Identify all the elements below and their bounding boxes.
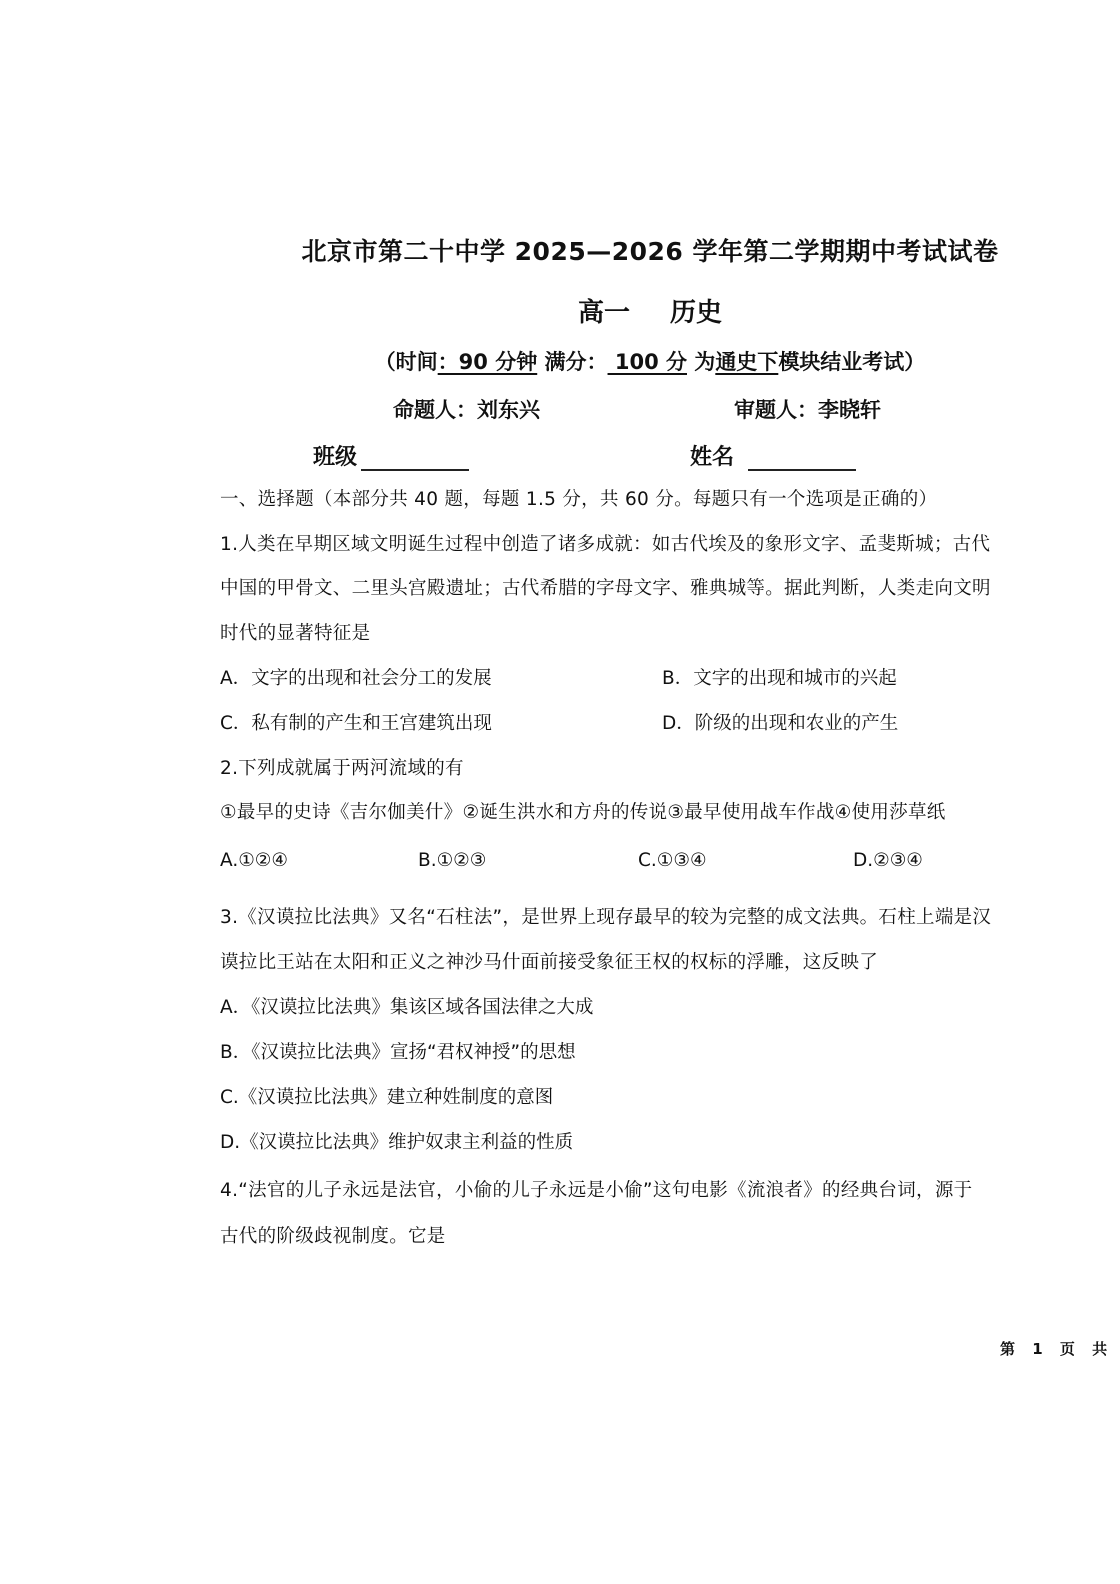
purpose-prefix: 为 [687, 350, 716, 374]
page-number: 第 1 页 共 [1000, 1340, 1114, 1358]
name-blank[interactable] [748, 447, 856, 471]
q2-stem-line: 2.下列成就属于两河流域的有 [220, 758, 464, 779]
q3-option-d: D.《汉谟拉比法典》维护奴隶主利益的性质 [220, 1132, 574, 1153]
q3-option-b: B．《汉谟拉比法典》宣扬“君权神授”的思想 [220, 1042, 576, 1063]
name-label: 姓名 [690, 445, 735, 470]
grade-label: 高一 [577, 298, 630, 328]
q3-option-a: A．《汉谟拉比法典》集该区域各国法律之大成 [220, 997, 594, 1018]
q2-option-b: B.①②③ [418, 850, 487, 871]
q3-stem-line: 谟拉比王站在太阳和正义之神沙马什面前接受象征王权的权标的浮雕，这反映了 [220, 952, 879, 973]
grade-subject [0, 292, 1120, 329]
class-label: 班级 [313, 445, 358, 470]
q1-stem-line: 中国的甲骨文、二里头宫殿遗址；古代希腊的字母文字、雅典城等。据此判断，人类走向文明 [220, 578, 991, 599]
section-heading: 一、选择题（本部分共 40 题，每题 1.5 分，共 60 分。每题只有一个选项是正确的） [220, 489, 938, 510]
q1-stem-line: 1.人类在早期区域文明诞生过程中创造了诸多成就：如古代埃及的象形文字、孟斐斯城；古代 [220, 534, 991, 555]
setter: 命题人：刘东兴 [393, 398, 540, 422]
subject-label: 历史 [670, 298, 723, 328]
reviewer: 审题人：李晓轩 [734, 398, 881, 422]
q1-stem-line: 时代的显著特征是 [220, 623, 371, 644]
info-prefix: （时间 [374, 350, 438, 374]
q4-stem-line: 古代的阶级歧视制度。它是 [220, 1226, 446, 1247]
q2-option-a: A.①②④ [220, 850, 288, 871]
q3-stem-line: 3.《汉谟拉比法典》又名“石柱法”，是世界上现存最早的较为完整的成文法典。石柱上端是汉 [220, 907, 992, 928]
class-blank[interactable] [361, 447, 469, 471]
q4-stem-line: 4.“法官的儿子永远是法官，小偷的儿子永远是小偷”这句电影《流浪者》的经典台词，源于 [220, 1180, 973, 1201]
q1-option-c: C．私有制的产生和王宫建筑出现 [220, 713, 492, 734]
q2-stem-line: ①最早的史诗《吉尔伽美什》②诞生洪水和方舟的传说③最早使用战车作战④使用莎草纸 [220, 802, 946, 823]
time-value: ：90 分钟 [437, 350, 538, 374]
q3-option-c: C.《汉谟拉比法典》建立种姓制度的意图 [220, 1087, 554, 1108]
q1-option-b: B．文字的出现和城市的兴起 [662, 668, 897, 689]
full-value: 100 分 [607, 350, 687, 374]
full-label: 满分： [537, 350, 608, 374]
q2-option-c: C.①③④ [638, 850, 707, 871]
purpose-suffix: 模块结业考试） [778, 350, 926, 374]
exam-title: 北京市第二十中学 2025—2026 学年第二学期期中考试试卷 [301, 237, 999, 266]
class-field[interactable] [313, 440, 469, 471]
q1-option-d: D．阶级的出现和农业的产生 [662, 713, 899, 734]
name-field[interactable] [690, 440, 856, 471]
purpose-underlined: 通史下 [715, 350, 779, 374]
q2-option-d: D.②③④ [853, 850, 923, 871]
q1-option-a: A．文字的出现和社会分工的发展 [220, 668, 492, 689]
exam-info [0, 346, 1120, 376]
